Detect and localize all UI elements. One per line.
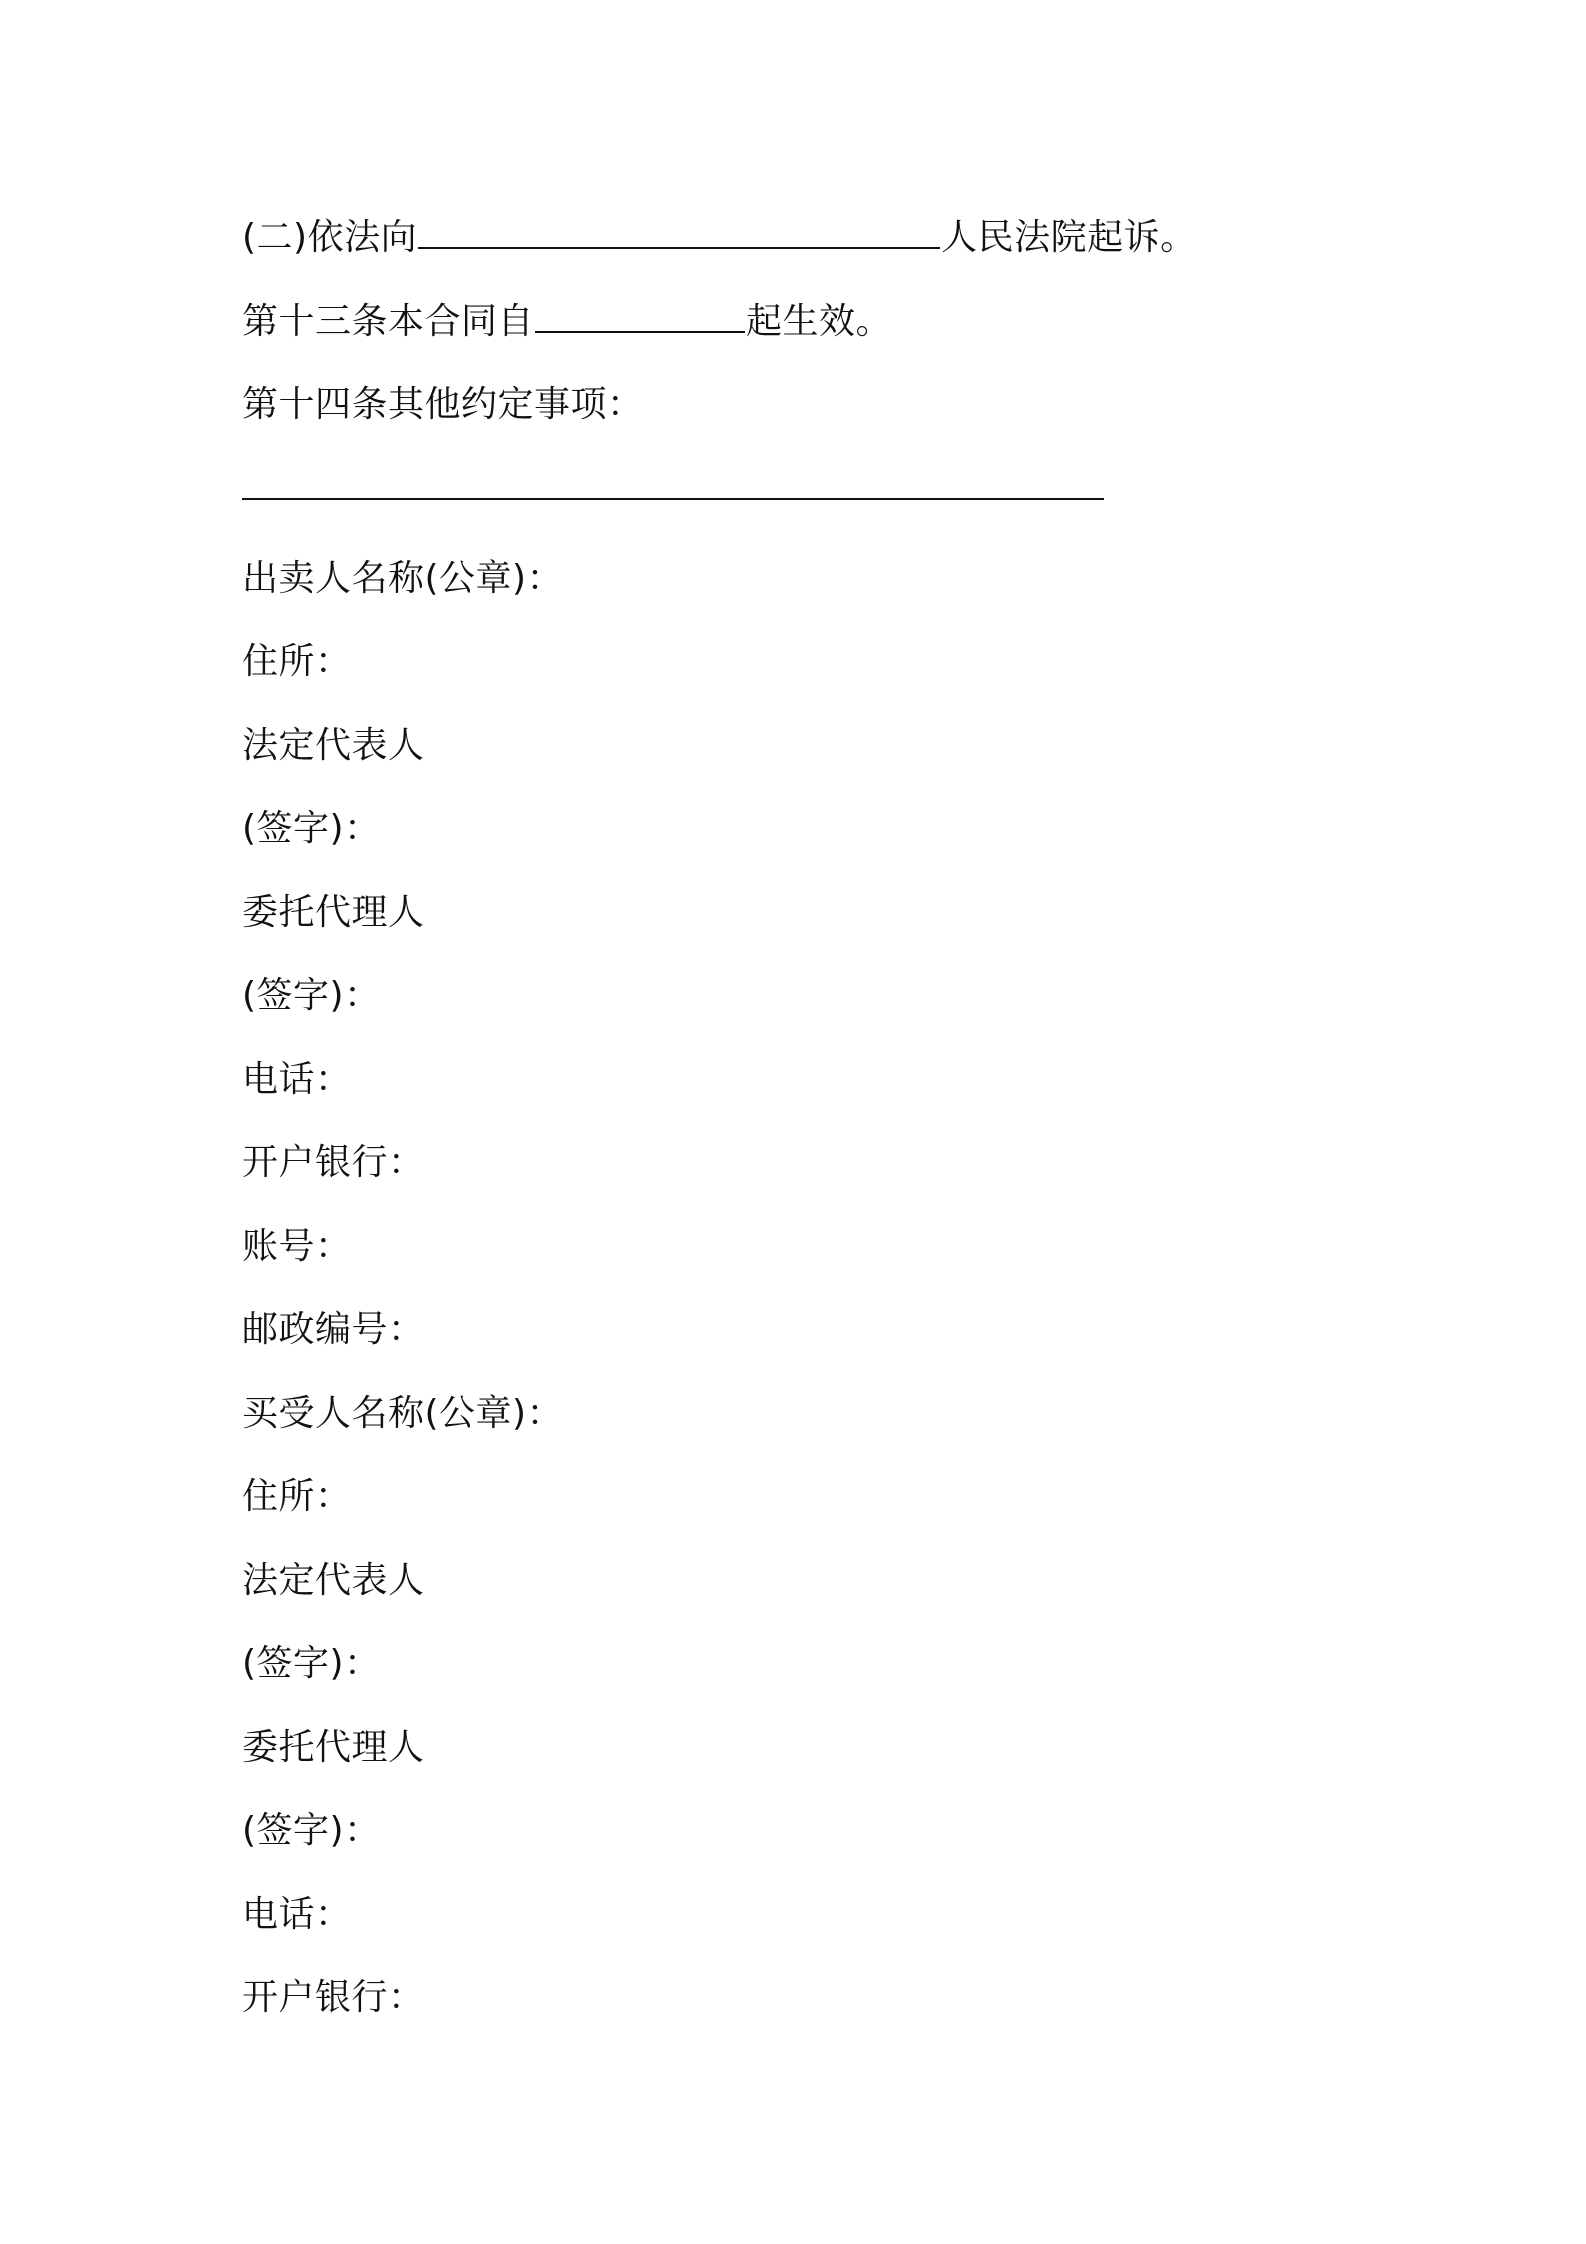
article12-item2-prefix: (二)依法向	[242, 217, 418, 258]
article14-text: 第十四条其他约定事项：	[242, 384, 644, 425]
other-terms-line	[242, 447, 1392, 537]
seller-legal-rep: 法定代表人	[242, 724, 425, 766]
court-name-blank	[418, 217, 940, 249]
article14-line	[242, 363, 1392, 447]
buyer-legal-rep: 法定代表人	[242, 1559, 425, 1601]
article13-prefix: 第十三条本合同自	[242, 300, 535, 342]
seller-bank: 开户银行：	[242, 1142, 425, 1183]
buyer-agent-sign: (签字)：	[242, 1810, 381, 1851]
other-terms-blank	[242, 468, 1104, 500]
seller-name: 出卖人名称(公章)：	[242, 557, 564, 599]
seller-legal-rep-sign: (签字)：	[242, 808, 381, 849]
seller-account: 账号：	[242, 1225, 352, 1267]
buyer-bank: 开户银行：	[242, 1977, 425, 2018]
article13-suffix: 起生效。	[746, 300, 893, 342]
seller-address: 住所：	[242, 641, 352, 682]
seller-phone: 电话：	[242, 1058, 352, 1100]
buyer-agent: 委托代理人	[242, 1726, 425, 1768]
article13-line	[242, 280, 1392, 364]
article12-item2-suffix: 人民法院起诉。	[941, 217, 1197, 258]
buyer-name: 买受人名称(公章)：	[242, 1392, 564, 1434]
document-body	[242, 196, 1392, 2040]
buyer-phone: 电话：	[242, 1893, 352, 1935]
seller-postcode: 邮政编号：	[242, 1309, 425, 1350]
effective-date-blank	[535, 301, 745, 333]
buyer-address: 住所：	[242, 1476, 352, 1517]
article12-item2-line	[242, 196, 1392, 280]
seller-agent-sign: (签字)：	[242, 975, 381, 1016]
seller-agent: 委托代理人	[242, 891, 425, 933]
buyer-legal-rep-sign: (签字)：	[242, 1643, 381, 1684]
